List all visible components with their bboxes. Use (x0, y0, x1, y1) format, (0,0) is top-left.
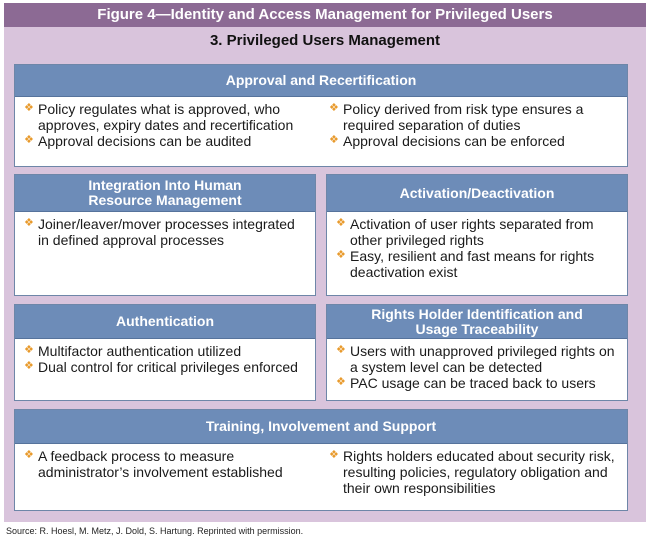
authentication-box-title: Authentication (15, 305, 315, 339)
diamond-bullet-icon (24, 451, 33, 460)
diamond-bullet-icon (24, 104, 33, 113)
list-item: ❖ Approval decisions can be enforced (326, 133, 621, 149)
source-note: Source: R. Hoesl, M. Metz, J. Dold, S. Hartung. Reprinted with permission. (6, 526, 304, 536)
approval-left-list (21, 101, 316, 149)
list-item: ❖ Policy derived from risk type ensures a required separation of duties (326, 101, 621, 133)
list-item: ❖ Approval decisions can be audited (21, 133, 316, 149)
integration-box-title: Integration Into Human Resource Management (15, 175, 315, 212)
diamond-bullet-icon (336, 251, 345, 260)
list-item: ❖ Rights holders educated about security risk, resulting policies, regulatory obligation and their own responsibilities (326, 448, 621, 496)
rights-holder-list (333, 343, 621, 391)
training-left-list (21, 448, 316, 480)
activation-box-title: Activation/Deactivation (327, 175, 627, 212)
integration-list (21, 216, 309, 248)
list-item: ❖ PAC usage can be traced back to users (333, 375, 621, 391)
diamond-bullet-icon (24, 346, 33, 355)
diamond-bullet-icon (329, 104, 338, 113)
list-item: ❖ Policy regulates what is approved, who approves, expiry dates and recertification (21, 101, 316, 133)
list-item: ❖ Dual control for critical privileges enforced (21, 359, 309, 375)
diamond-bullet-icon (24, 362, 33, 371)
rights-holder-box-title: Rights Holder Identification and Usage Traceability (327, 305, 627, 339)
list-item: ❖ A feedback process to measure administrator’s involvement established (21, 448, 316, 480)
activation-list (333, 216, 621, 280)
list-item: ❖ Easy, resilient and fast means for rights deactivation exist (333, 248, 621, 280)
diamond-bullet-icon (329, 136, 338, 145)
approval-box (14, 64, 628, 167)
list-item: ❖ Joiner/leaver/mover processes integrated in defined approval processes (21, 216, 309, 248)
diamond-bullet-icon (329, 451, 338, 460)
diamond-bullet-icon (336, 219, 345, 228)
training-box-title: Training, Involvement and Support (15, 410, 627, 444)
approval-right-list (326, 101, 621, 149)
list-item: ❖ Multifactor authentication utilized (21, 343, 309, 359)
diamond-bullet-icon (24, 219, 33, 228)
figure-title: Figure 4—Identity and Access Management for Privileged Users (4, 3, 646, 27)
authentication-list (21, 343, 309, 375)
diamond-bullet-icon (24, 136, 33, 145)
integration-box (14, 174, 316, 296)
main-title: 3. Privileged Users Management (209, 32, 441, 49)
activation-box (326, 174, 628, 296)
list-item: ❖ Activation of user rights separated from other privileged rights (333, 216, 621, 248)
approval-box-title: Approval and Recertification (15, 65, 627, 97)
authentication-box (14, 304, 316, 401)
diamond-bullet-icon (336, 346, 345, 355)
diamond-bullet-icon (336, 378, 345, 387)
rights-holder-box (326, 304, 628, 401)
list-item: ❖ Users with unapproved privileged rights on a system level can be detected (333, 343, 621, 375)
training-right-list (326, 448, 621, 496)
training-box (14, 409, 628, 511)
